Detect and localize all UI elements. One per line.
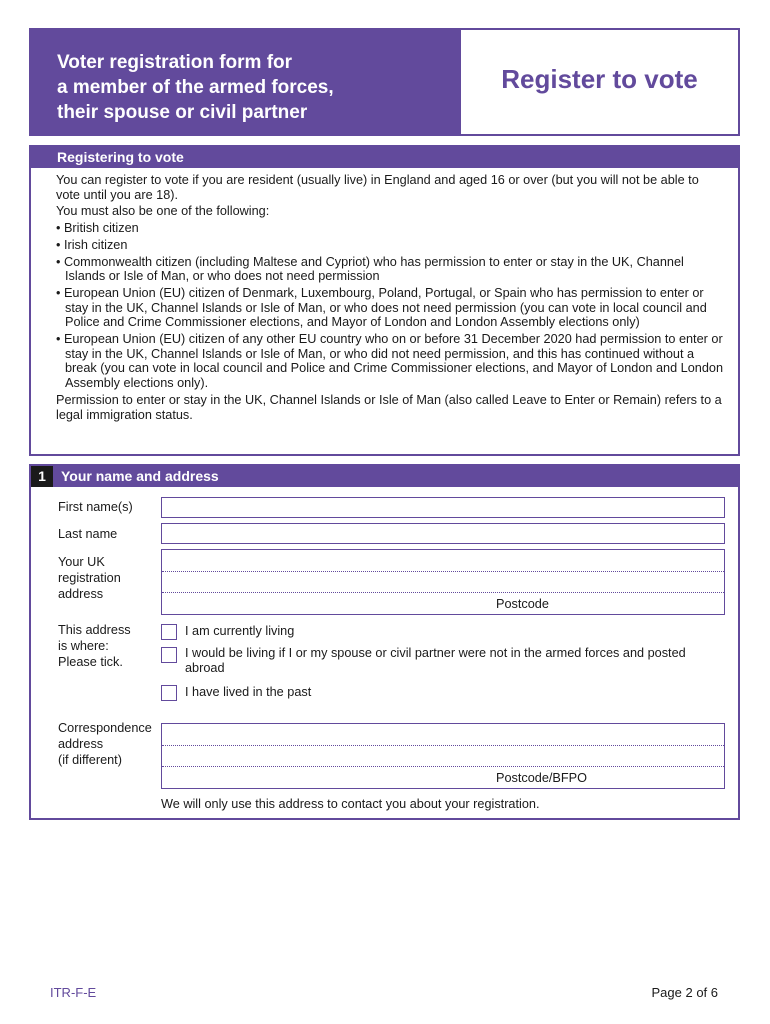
section-1-heading bbox=[31, 466, 738, 487]
intro-paragraph: You must also be one of the following: bbox=[56, 204, 270, 219]
form-title-line: their spouse or civil partner bbox=[57, 102, 308, 123]
uk-address-field[interactable] bbox=[161, 549, 725, 615]
currently-living-checkbox[interactable] bbox=[161, 624, 177, 640]
form-title-line: a member of the armed forces, bbox=[57, 77, 334, 98]
correspondence-address-field[interactable] bbox=[161, 723, 725, 789]
postcode-bfpo-label: Postcode/BFPO bbox=[496, 771, 587, 785]
form-title bbox=[31, 30, 461, 134]
register-to-vote-heading: Register to vote bbox=[501, 63, 698, 94]
bullet-item: • Irish citizen bbox=[56, 237, 128, 252]
currently-living-label: I am currently living bbox=[185, 624, 295, 638]
address-line-divider bbox=[162, 766, 724, 767]
address-line-divider bbox=[162, 745, 724, 746]
page-number: Page 2 of 6 bbox=[651, 985, 718, 1000]
last-name-label: Last name bbox=[58, 527, 118, 541]
address-line-divider bbox=[162, 571, 724, 572]
lived-in-past-label: I have lived in the past bbox=[185, 685, 312, 699]
section-1-panel bbox=[29, 464, 740, 820]
correspondence-address-label: Correspondence address (if different) bbox=[58, 721, 152, 767]
first-name-label: First name(s) bbox=[58, 500, 133, 514]
correspondence-note: We will only use this address to contact you about your registration. bbox=[161, 797, 540, 811]
bullet-item: • Commonwealth citizen (including Maltese and Cypriot) who has permission to enter or stay in the UK, Channel Islands or Isle of Man, or who does not need permission bbox=[56, 254, 684, 284]
registering-to-vote-panel bbox=[29, 145, 740, 456]
bullet-item: • British citizen bbox=[56, 221, 139, 236]
registering-to-vote-heading: Registering to vote bbox=[31, 147, 738, 168]
last-name-field[interactable] bbox=[161, 523, 725, 544]
postcode-label: Postcode bbox=[496, 597, 549, 611]
address-line-divider bbox=[162, 592, 724, 593]
section-number: 1 bbox=[31, 466, 53, 487]
bullet-item: • European Union (EU) citizen of Denmark, Luxembourg, Poland, Portugal, or Spain who has permission to enter or stay in the UK, Channel Islands or Isle of Man, or who does not need permission (you can vote in local council and Police and Crime Commissioner elections, and Mayor of London and London Assembly elections only) bbox=[56, 285, 707, 330]
first-name-field[interactable] bbox=[161, 497, 725, 518]
would-be-living-checkbox[interactable] bbox=[161, 647, 177, 663]
section-title: Your name and address bbox=[61, 468, 219, 484]
would-be-living-label: I would be living if I or my spouse or civil partner were not in the armed forces and posted abroad bbox=[185, 646, 686, 675]
bullet-item: • European Union (EU) citizen of any other EU country who on or before 31 December 2020 had permission to enter or stay in the UK, Channel Islands or Isle of Man, or who did not need permission, and this has continued without a break (you can vote in local council and Police and Crime Commissioner elections, and Mayor of London and London Assembly elections only). bbox=[56, 332, 724, 391]
intro-paragraph: You can register to vote if you are resident (usually live) in England and aged 16 or over (but you will not be able to vote until you are 18). bbox=[56, 173, 699, 202]
uk-address-label: Your UK registration address bbox=[58, 555, 121, 601]
intro-text bbox=[31, 168, 738, 422]
lived-in-past-checkbox[interactable] bbox=[161, 685, 177, 701]
form-header bbox=[29, 28, 740, 136]
form-code: ITR-F-E bbox=[50, 985, 97, 1000]
intro-paragraph: Permission to enter or stay in the UK, Channel Islands or Isle of Man (also called Leave to Enter or Remain) refers to a legal immigration status. bbox=[56, 392, 722, 422]
form-title-line: Voter registration form for bbox=[57, 52, 293, 73]
please-tick-label: Please tick. bbox=[58, 655, 123, 669]
address-where-label: This address is where: bbox=[58, 623, 131, 653]
